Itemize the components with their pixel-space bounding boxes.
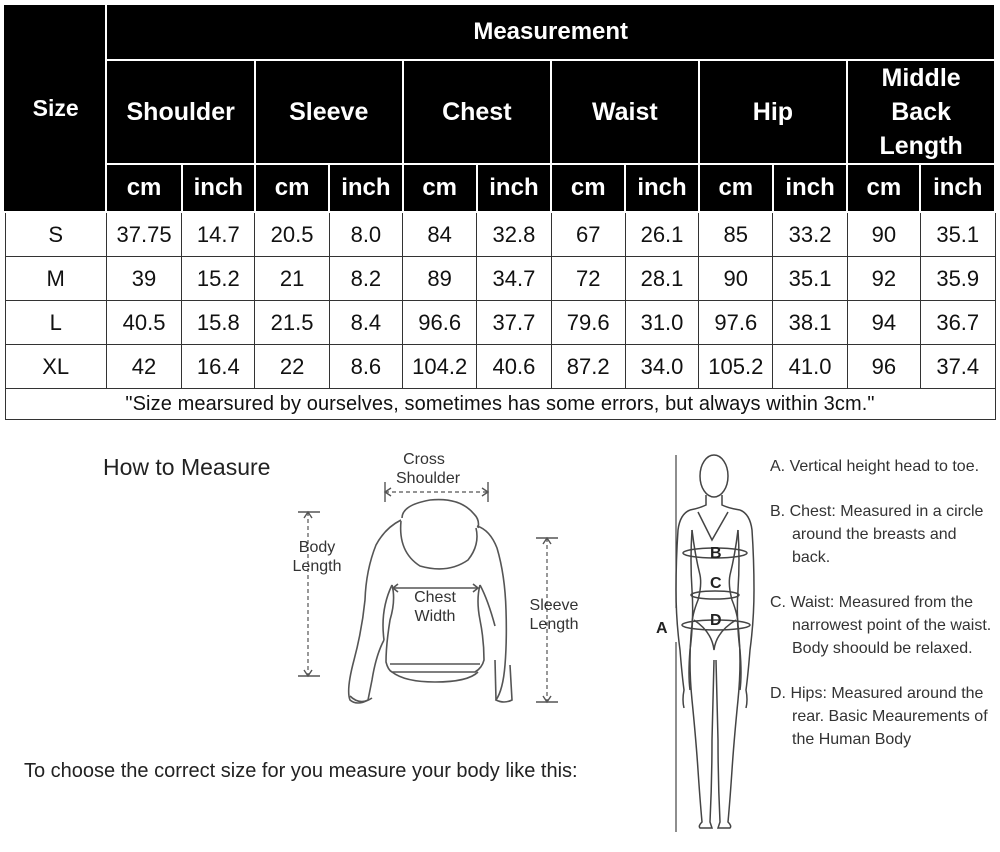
unit-cm: cm <box>699 164 773 212</box>
unit-cm: cm <box>403 164 477 212</box>
table-cell: 34.7 <box>477 257 551 301</box>
table-cell: 41.0 <box>773 345 847 389</box>
middle-back-line-2: Back <box>891 98 951 126</box>
table-cell: 35.1 <box>920 212 995 257</box>
table-cell: 35.9 <box>920 257 995 301</box>
measurement-legend <box>770 455 996 765</box>
table-cell: 26.1 <box>625 212 698 257</box>
table-cell: 90 <box>699 257 773 301</box>
table-cell: 37.4 <box>920 345 995 389</box>
table-cell: 96.6 <box>403 301 477 345</box>
unit-inch: inch <box>182 164 255 212</box>
size-cell: M <box>5 257 106 301</box>
table-cell: 8.0 <box>329 212 402 257</box>
sleeve-header: Sleeve <box>255 60 403 164</box>
marker-d: D <box>710 612 722 629</box>
table-cell: 37.7 <box>477 301 551 345</box>
unit-cm: cm <box>106 164 181 212</box>
body-length-label <box>286 538 348 576</box>
table-cell: 85 <box>699 212 773 257</box>
table-cell: 67 <box>551 212 625 257</box>
table-cell: 105.2 <box>699 345 773 389</box>
table-cell: 97.6 <box>699 301 773 345</box>
table-cell: 15.8 <box>182 301 255 345</box>
table-cell: 20.5 <box>255 212 329 257</box>
size-cell: S <box>5 212 106 257</box>
table-cell: 37.75 <box>106 212 181 257</box>
table-cell: 35.1 <box>773 257 847 301</box>
unit-cm: cm <box>255 164 329 212</box>
table-row <box>5 345 995 389</box>
sleeve-length-line-1: Sleeve <box>529 597 579 614</box>
table-row <box>5 301 995 345</box>
sleeve-length-line-2: Length <box>529 616 579 633</box>
sleeve-length-label <box>525 596 583 634</box>
table-cell: 96 <box>847 345 920 389</box>
table-cell: 28.1 <box>625 257 698 301</box>
hip-header: Hip <box>699 60 848 164</box>
chest-header: Chest <box>403 60 552 164</box>
table-cell: 14.7 <box>182 212 255 257</box>
size-cell: L <box>5 301 106 345</box>
size-cell: XL <box>5 345 106 389</box>
unit-inch: inch <box>329 164 402 212</box>
table-cell: 8.6 <box>329 345 402 389</box>
table-cell: 39 <box>106 257 181 301</box>
legend-item-waist: C. Waist: Measured from the narrowest point of the waist. Body shoould be relaxed. <box>770 594 992 657</box>
unit-cm: cm <box>847 164 920 212</box>
marker-b: B <box>710 545 722 562</box>
table-cell: 92 <box>847 257 920 301</box>
table-cell: 21 <box>255 257 329 301</box>
middle-back-length-header <box>847 60 995 164</box>
table-cell: 33.2 <box>773 212 847 257</box>
unit-inch: inch <box>920 164 995 212</box>
cross-shoulder-line-1: Cross <box>403 451 445 468</box>
table-cell: 36.7 <box>920 301 995 345</box>
cross-shoulder-line-2: Shoulder <box>396 470 461 487</box>
chest-width-label <box>406 588 464 626</box>
unit-inch: inch <box>773 164 847 212</box>
legend-item-chest: B. Chest: Measured in a circle around the breasts and back. <box>770 503 984 566</box>
marker-c: C <box>710 575 722 592</box>
table-cell: 16.4 <box>182 345 255 389</box>
unit-inch: inch <box>625 164 698 212</box>
table-cell: 40.5 <box>106 301 181 345</box>
table-row <box>5 212 995 257</box>
table-cell: 40.6 <box>477 345 551 389</box>
choose-size-instruction: To choose the correct size for you measure your body like this: <box>24 760 578 782</box>
table-cell: 21.5 <box>255 301 329 345</box>
table-cell: 32.8 <box>477 212 551 257</box>
measurement-header: Measurement <box>106 4 995 60</box>
table-cell: 22 <box>255 345 329 389</box>
table-cell: 15.2 <box>182 257 255 301</box>
table-cell: 8.4 <box>329 301 402 345</box>
chest-width-line-1: Chest <box>414 589 456 606</box>
table-row <box>5 257 995 301</box>
table-cell: 34.0 <box>625 345 698 389</box>
table-cell: 90 <box>847 212 920 257</box>
unit-header-row <box>5 164 995 212</box>
legend-item-height: A. Vertical height head to toe. <box>770 458 980 475</box>
table-cell: 84 <box>403 212 477 257</box>
size-chart-table <box>4 3 996 420</box>
table-cell: 42 <box>106 345 181 389</box>
table-cell: 8.2 <box>329 257 402 301</box>
size-rows <box>5 212 995 420</box>
note-row <box>5 389 995 420</box>
middle-back-line-3: Length <box>879 132 963 160</box>
shoulder-header: Shoulder <box>106 60 255 164</box>
legend-item-hips: D. Hips: Measured around the rear. Basic Meaurements of the Human Body <box>770 685 988 748</box>
marker-a: A <box>656 620 668 637</box>
unit-inch: inch <box>477 164 551 212</box>
chest-width-line-2: Width <box>414 608 456 625</box>
table-cell: 89 <box>403 257 477 301</box>
size-note: "Size mearsured by ourselves, sometimes has some errors, but always within 3cm." <box>5 389 995 420</box>
table-cell: 72 <box>551 257 625 301</box>
unit-cm: cm <box>551 164 625 212</box>
cross-shoulder-label <box>396 450 461 488</box>
body-length-line-1: Body <box>298 539 336 556</box>
size-header: Size <box>5 4 106 212</box>
middle-back-line-1: Middle <box>881 64 961 92</box>
table-cell: 79.6 <box>551 301 625 345</box>
table-cell: 94 <box>847 301 920 345</box>
waist-header: Waist <box>551 60 699 164</box>
table-cell: 87.2 <box>551 345 625 389</box>
table-cell: 104.2 <box>403 345 477 389</box>
how-to-measure-title: How to Measure <box>103 454 271 480</box>
table-cell: 31.0 <box>625 301 698 345</box>
body-length-line-2: Length <box>292 558 342 575</box>
table-cell: 38.1 <box>773 301 847 345</box>
